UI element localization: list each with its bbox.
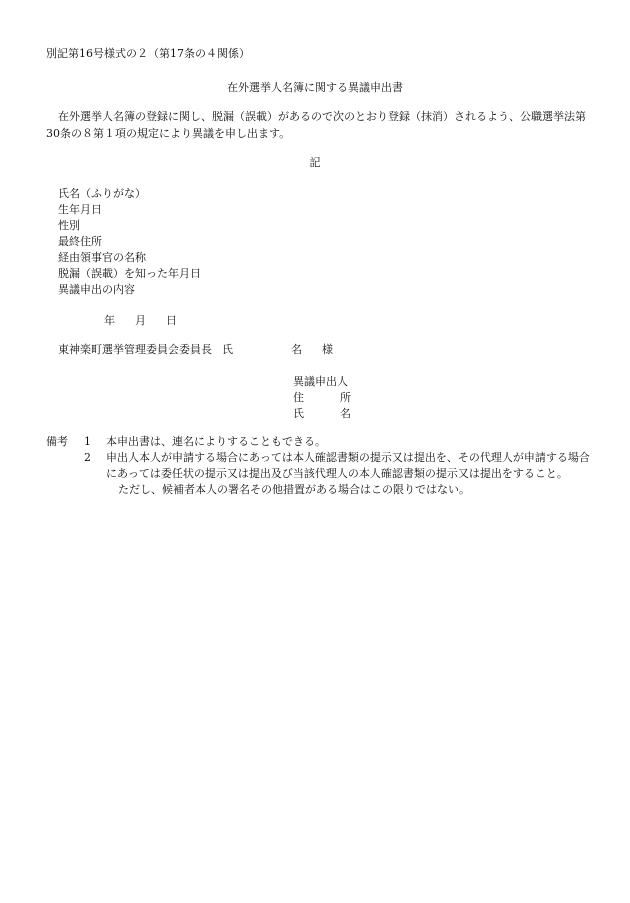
remark-proviso: ただし、候補者本人の署名その他措置がある場合はこの限りではない。 <box>118 483 470 496</box>
applicant-name-label <box>293 406 351 422</box>
addressee-line <box>58 342 333 358</box>
form-number: 別記第16号様式の２（第17条の４関係） <box>46 47 250 60</box>
remarks-section <box>46 434 591 498</box>
intro-paragraph: 在外選挙人名簿の登録に関し、脱漏（誤載）があるので次のとおり登録（抹消）されるよう、公職選挙法第30条の８第１項の規定により異議を申し出ます。 <box>46 110 586 140</box>
address-char-1: 住 <box>293 391 304 404</box>
ki-heading: 記 <box>309 156 321 169</box>
applicant-title: 異議申出人 <box>293 375 348 388</box>
addressee-shi: 氏 <box>222 343 233 356</box>
document-title: 在外選挙人名簿に関する異議申出書 <box>227 81 403 94</box>
field-objection-content: 異議申出の内容 <box>58 283 135 296</box>
field-gender: 性別 <box>58 219 80 232</box>
remark-item-1 <box>46 434 591 450</box>
field-discovery-date: 脱漏（誤載）を知った年月日 <box>58 267 201 280</box>
applicant-address-label <box>293 390 351 406</box>
field-birthdate: 生年月日 <box>58 203 102 216</box>
field-name-furigana: 氏名（ふりがな） <box>58 187 146 200</box>
remarks-label: 備考 <box>46 435 68 448</box>
addressee-mei: 名 <box>291 343 302 356</box>
field-last-address: 最終住所 <box>58 235 102 248</box>
name-char-2: 名 <box>340 407 351 420</box>
remark-number: 2 <box>84 451 91 464</box>
remark-number: 1 <box>84 435 91 448</box>
addressee-sama: 様 <box>322 343 333 356</box>
remark-text: 本申出書は、連名によりすることもできる。 <box>106 435 326 448</box>
field-consul-name: 経由領事官の名称 <box>58 251 146 264</box>
date-line <box>104 313 177 329</box>
date-month: 月 <box>135 314 146 327</box>
remark-text: 申出人本人が申請する場合にあっては本人確認書類の提示又は提出を、その代理人が申請する場合にあっては委任状の提示又は提出及び当該代理人の本人確認書類の提示又は提出をすること。 <box>106 451 590 480</box>
name-char-1: 氏 <box>293 407 304 420</box>
address-char-2: 所 <box>340 391 351 404</box>
applicant-block <box>293 374 351 422</box>
date-day: 日 <box>166 314 177 327</box>
remark-item-2 <box>46 450 591 482</box>
addressee-office: 東神楽町選挙管理委員会委員長 <box>58 343 212 356</box>
date-year: 年 <box>104 314 115 327</box>
field-list <box>58 186 201 298</box>
